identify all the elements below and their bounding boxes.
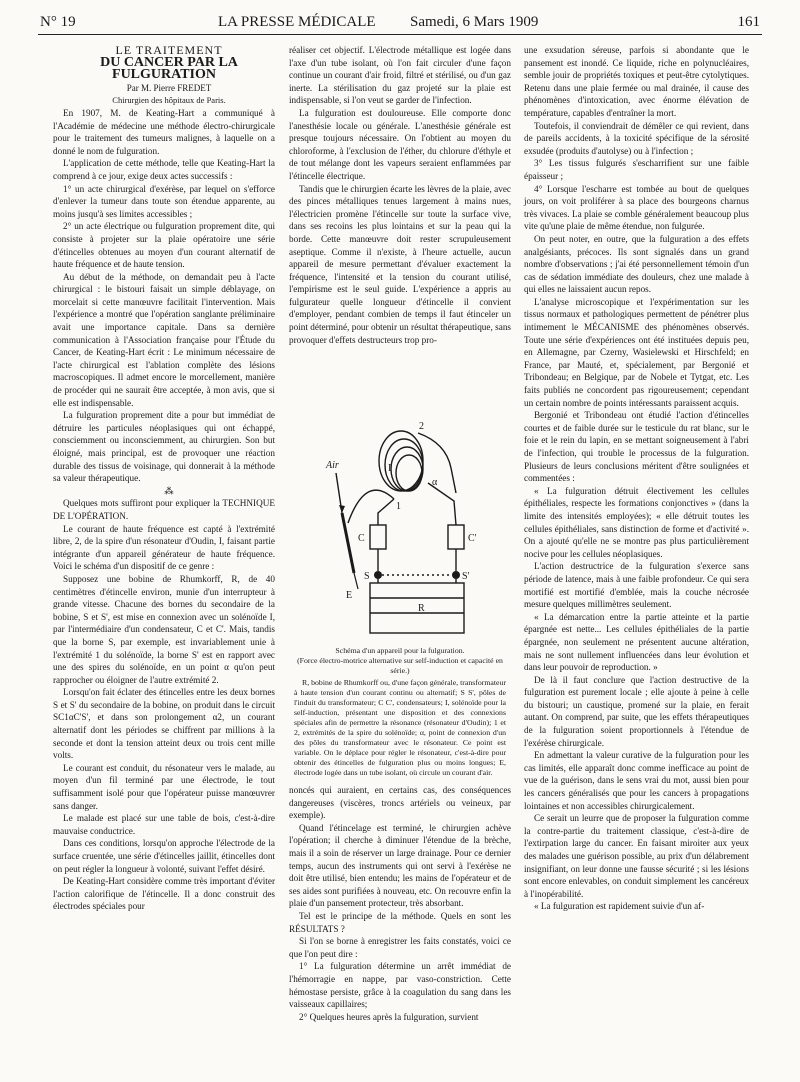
paragraph: « La fulguration est rapidement suivie d'un af- (534, 901, 705, 912)
caption-subtitle: (Force électro-motrice alternative sur self-induction et capacité en série.) (297, 656, 503, 675)
condenser-c (370, 525, 386, 549)
paragraph: Toutefois, il conviendrait de démêler ce qui revient, dans de pareils accidents, à la toxicité spécifique de la sérosité exsudée (produits d'autolyse) ou à l'infection ; (524, 120, 749, 156)
column-2-lower (289, 784, 511, 1023)
paragraph: Au début de la méthode, on demandait peu à l'acte chirurgical : le bistouri faisait un simple déblayage, on morcelait si cette manœuvre facilitait l'intervention. Mais l'expérience a montré que l'opération sanglante préliminaire avait une importance capitale. Dans sa dernière communication à l'Association française pour l'Étude du Cancer, de Keating-Hart écrit : Le minimum nécessaire de l'acte chirurgical est l'ablation complète des lésions macroscopiques. Il admet encore le morcellement, manière de procéder qui ne saurait être acceptée, à mon avis, que si elle est indispensable. (53, 271, 275, 408)
label-r: R (418, 603, 425, 614)
paragraph: De là il faut conclure que l'action destructive de la fulguration est purement locale ; elle ajoute à peine à celle du bistouri; un caustique, promené sur la plaie, en ferait autant. On comprend, par suite, que les effets thérapeutiques de la fulguration soient proportionnels à l'étendue de l'exérèse chirurgicale. (524, 674, 749, 748)
issue-date: Samedi, 6 Mars 1909 (410, 14, 539, 30)
paragraph: « La démarcation entre la partie atteinte et la partie épargnée est nette... Les cellules épithéliales de la partie épargnée, non seulement ne présentent aucune altération, mais ne sont nullement influencées dans leur évolution et dans leur pouvoir de reproduction. » (524, 611, 749, 673)
paragraph: Le courant est conduit, du résonateur vers le malade, au moyen d'un fil terminé par une électrode, le tout suffisamment isolé pour que l'opérateur puisse manœuvrer sans danger. (53, 762, 275, 811)
paragraph: Supposez une bobine de Rhumkorff, R, de 40 centimètres d'étincelle environ, munie d'un interrupteur à grande vitesse. Chacune des bornes du secondaire de la bobine, S et S', est mise en connexion avec un solénoïde I, par l'intermédiaire d'un condensateur, C et C'. Mais, tandis que la borne S, par exemple, est invariablement unie à l'extrémité 1 du solénoïde, la borne S' est en rapport avec une des spires du solénoïde, en un point α qu'on peut rapprocher ou éloigner de l'autre extrémité 2. (53, 573, 275, 685)
journal-name: LA PRESSE MÉDICALE (218, 14, 376, 30)
condenser-c-prime (448, 525, 464, 549)
air-arrow-head (339, 505, 345, 513)
paragraph: L'analyse microscopique et l'expérimentation sur les tissus normaux et pathologiques permettent de pénétrer plus intimement le MÉCANISME des phénomènes observés. Toute une série d'expériences ont été instituées depuis peu, en Allemagne, par Czerny, Wasielewski et Hirschfeld; en France, par Mauté, et, spécialement, par Bergonié et Tribondeau; en Belgique, par de Nobele et Tytgat, etc. Les faits publiés ne concordent pas rigoureusement; cependant un certain nombre de points intéressants paraissent acquis. (524, 296, 749, 408)
column-2 (289, 44, 511, 346)
paragraph: Quand l'étincelage est terminé, le chirurgien achève l'opération; il cherche à diminuer l'étendue de la brèche, mais il a soin de réserver un large drainage. Pour ce dernier temps, aucun des instruments qui ont servi à l'exérèse ne doit être utilisé, bien entendu; les mains de l'opérateur et de ses aides sont purifiées à nouveau, etc. On recouvre enfin la plaie d'un pansement protecteur, très absorbant. (289, 822, 511, 909)
wire-1-to-c (378, 499, 394, 525)
paragraph: 1° La fulguration détermine un arrêt immédiat de l'hémorragie en nappe, par vaso-constriction. Cette hémostase persiste, grâce à la coagulation du sang dans les vaisseaux capillaires; (289, 961, 511, 1010)
paragraph: De Keating-Hart considère comme très important d'éviter l'action calorifique de l'étincelle. Il a donc construit des électrodes spéciales pour (53, 876, 275, 912)
paragraph: 2° Quelques heures après la fulguration, survient (299, 1011, 479, 1022)
paragraph: 3° Les tissus fulgurés s'escharrifient sur une faible épaisseur ; (524, 158, 749, 181)
label-1: 1 (396, 501, 401, 512)
column-1 (53, 44, 275, 913)
paragraph: L'action destructrice de la fulguration s'exerce sans période de latence, mais à une faible profondeur. Ce qui sera mortifié est mortifié d'emblée, mais la couche nécrosée mesure quelques millimètres seulement. (524, 561, 749, 610)
paragraph: réaliser cet objectif. L'électrode métallique est logée dans l'axe d'un tube isolant, où l'on fait circuler d'une façon continue un courant d'air froid, filtré et stérilisé, ou d'un gaz inerte. La stérilisation du gaz projeté sur la plaie est indispensable, si l'on veut se garder de l'infection. (289, 45, 511, 106)
paragraph: Bergonié et Tribondeau ont étudié l'action d'étincelles courtes et de faible durée sur le testicule du rat blanc, sur le foie et le rein du lapin, en se mettant soigneusement à l'abri de l'infection, qui trouble le processus de la fulguration. Plusieurs de leurs conclusions méritent d'être soulignées et commentées : (524, 410, 749, 484)
paragraph: Tel est le principe de la méthode. Quels en sont les RÉSULTATS ? (289, 910, 511, 934)
paragraph: une exsudation séreuse, parfois si abondante que le pansement est inondé. Ce liquide, riche en polynucléaires, semble jouir de propriétés toxiques et peut-être cytolytiques. Retenu dans une plaie fermée ou mal drainée, il cause des phénomènes d'intoxication, avec énorme élévation de température, capables d'entraîner la mort. (524, 45, 749, 118)
paragraph: Tandis que le chirurgien écarte les lèvres de la plaie, avec des pinces métalliques tenues largement à mains nues, l'électricien promène l'étincelle sur toute la surface vive, dans ses recoins les plus lointains et sur la peau qui la borde. Cette manœuvre doit rester scrupuleusement aseptique. Comme il n'existe, à l'heure actuelle, aucun appareil de mesure permettant d'évaluer exactement la fréquence, l'intensité et la tension du courant utilisé, l'empirisme est le seul guide. L'expérience a appris au fulgurateur quelle longueur d'étincelle il convient d'employer, pendant combien de temps il faut étinceler un point déterminé, pour obtenir un résultat thérapeutique, sans provoquer d'effets destructeurs trop pro- (289, 183, 511, 345)
label-c-prime: C' (468, 533, 477, 544)
label-alpha: α (432, 477, 438, 488)
page-number: 161 (737, 14, 760, 30)
paragraph: « La fulguration détruit électivement les cellules épithéliales, respecte les formations conjonctives » (dans la limite des intensités employées); « elle détruit toutes les cellules épithéliales, sans distinction de forme et d'activité ». On a ajouté qu'elle ne se montre pas plus particulièrement nocive pour les cellules néoplasiques. (524, 485, 749, 559)
paragraph: Ce serait un leurre que de proposer la fulguration comme la contre-partie du traitement classique, c'est-à-dire de l'extirpation large du cancer. En faisant miroiter aux yeux des malades une guérison possible, au prix d'un délabrement insignifiant, on leur donne une fausse sécurité ; si les lésions sont encore enlevables, on conduit simplement les cancéreux à l'inopérabilité. (524, 813, 749, 899)
column-3 (524, 44, 749, 913)
paragraph: L'application de cette méthode, telle que Keating-Hart la comprend à ce jour, exige deux actes successifs : (53, 158, 275, 181)
running-header (40, 14, 760, 36)
paragraph: Quelques mots suffiront pour expliquer la TECHNIQUE DE L'OPÉRATION. (53, 498, 275, 521)
label-c: C (358, 533, 365, 544)
label-i: I (388, 463, 392, 474)
paragraph: En admettant la valeur curative de la fulguration pour les cas limités, elle apparaît donc comme inefficace au point de vue de la guérison, dans le sens vrai du mot, aussi bien pour les cancers généralisés que pour les cancers à propagations lointaines et non accessibles chirurgicalement. (524, 750, 749, 811)
solenoid-coil-loop (396, 455, 422, 491)
electrode-cable (348, 490, 394, 523)
paragraph: En 1907, M. de Keating-Hart a communiqué à l'Académie de médecine une méthode électro-chirurgicale pour le traitement des tumeurs malignes, à laquelle on a donné le nom de fulguration. (53, 107, 275, 156)
paragraph: Dans ces conditions, lorsqu'on approche l'électrode de la surface cruentée, une série d'étincelles jaillit, étincelles dont on peut régler la longueur à volonté, suivant l'effet désiré. (53, 838, 275, 874)
caption-body: R, bobine de Rhumkorff ou, d'une façon générale, transformateur à haute tension d'un courant continu ou alternatif; S S', pôles de l'induit du transformateur; C C', condensateurs; I, solénoïde pour la self-induction, présentant une disposition et des connexions spéciales afin de permettre la résonance (résonateur d'Oudin); 1 et 2, extrémités de la spire du solénoïde; α, point de connexion d'un des pôles du transformateur avec le résonateur. Ce point est variable. On le déplace pour régler le résonateur, c'est-à-dire pour obtenir des étincelles de fulguration plus ou moins longues; E, électrode logée dans un tube isolant, où circule un courant d'air. (294, 678, 506, 777)
rhumkorff-coil (370, 583, 464, 633)
paragraph: 2° un acte électrique ou fulguration proprement dite, qui consiste à projeter sur la plaie opératoire une série d'étincelles obtenues au moyen d'un courant alternatif de haute fréquence et de haute tension. (53, 221, 275, 270)
paragraph: Le malade est placé sur une table de bois, c'est-à-dire mauvaise conductrice. (53, 813, 275, 836)
apparatus-diagram (306, 413, 506, 645)
article-author: Par M. Pierre FREDET (126, 82, 212, 93)
label-e: E (346, 590, 353, 601)
label-2: 2 (419, 421, 424, 432)
label-air: Air (326, 460, 339, 471)
terminal-s-prime (452, 571, 460, 579)
paragraph: Lorsqu'on fait éclater des étincelles entre les deux bornes S et S' du secondaire de la bobine, on produit dans le circuit SC1αC'S', et dans son prolongement α2, un courant alternatif dont les périodes se chiffrent par millions à la seconde et dont la tension atteint deux ou trois cent mille volts. (53, 687, 275, 761)
caption-title: Schéma d'un appareil pour la fulguration. (335, 646, 465, 655)
figure-caption (294, 646, 506, 778)
paragraph: Si l'on se borne à enregistrer les faits constatés, voici ce que l'on peut dire : (289, 936, 511, 959)
paragraph: Le courant de haute fréquence est capté à l'extrémité libre, 2, de la spire d'un résonateur d'Oudin, I, faisant partie intégrante d'un appareil générateur de haute fréquence. Voici le schéma d'un dispositif de ce genre : (53, 523, 275, 572)
wire-alpha-to-c-prime (428, 483, 456, 525)
paragraph: On peut noter, en outre, que la fulguration a des effets analgésiants, précoces. Ils sont signalés dans un grand nombre d'observations ; j'ai été personnellement témoin d'un cas de sédation immédiate des douleurs, chez une malade à qui elles ne laissaient aucun repos. (524, 233, 749, 295)
author-affiliation: Chirurgien des hôpitaux de Paris. (112, 95, 226, 106)
label-s-prime: S' (462, 571, 470, 582)
article-title: DU CANCER PAR LA FULGURATION (100, 54, 238, 83)
paragraph: La fulguration est douloureuse. Elle comporte donc l'anesthésie locale ou générale. L'anesthésie générale est presque toujours nécessaire. On l'obtient au moyen du chloroforme, à l'exclusion de l'éther, du chlorure d'éthyle et de tout mélange dont les vapeurs seraient enflammées par l'étincelle électrique. (289, 107, 511, 181)
paragraph: 1° un acte chirurgical d'exérèse, par lequel on s'efforce d'enlever la tumeur dans toute son étendue apparente, au moins jusqu'à ses limites accessibles ; (53, 183, 275, 219)
paragraph: La fulguration proprement dite a pour but immédiat de détruire les particules néoplasiques qui ont échappé, consciemment ou inconsciemment, au chirurgien. Son but éloigné, mais principal, est de provoquer une réaction durable des tissus de voisinage, qui donnerait à la méthode sa valeur thérapeutique. (53, 410, 275, 484)
electrode-tip (354, 573, 358, 589)
paragraph: noncés qui auraient, en certains cas, des conséquences dangereuses (viscères, troncs artériels ou veineux, par exemple). (289, 785, 511, 821)
issue-number: N° 19 (40, 14, 76, 30)
label-s: S (364, 571, 370, 582)
terminal-s (374, 571, 382, 579)
header-rule (38, 34, 762, 35)
paragraph: 4° Lorsque l'escharre est tombée au bout de quelques jours, on voit proliférer à sa place des bourgeons charnus très vivaces. La plaie se comble généralement beaucoup plus vite qu'une plaie de même étendue, non fulgurée. (524, 183, 749, 232)
article-kicker: LE TRAITEMENT (115, 43, 223, 57)
section-separator: ⁂ (164, 485, 174, 496)
